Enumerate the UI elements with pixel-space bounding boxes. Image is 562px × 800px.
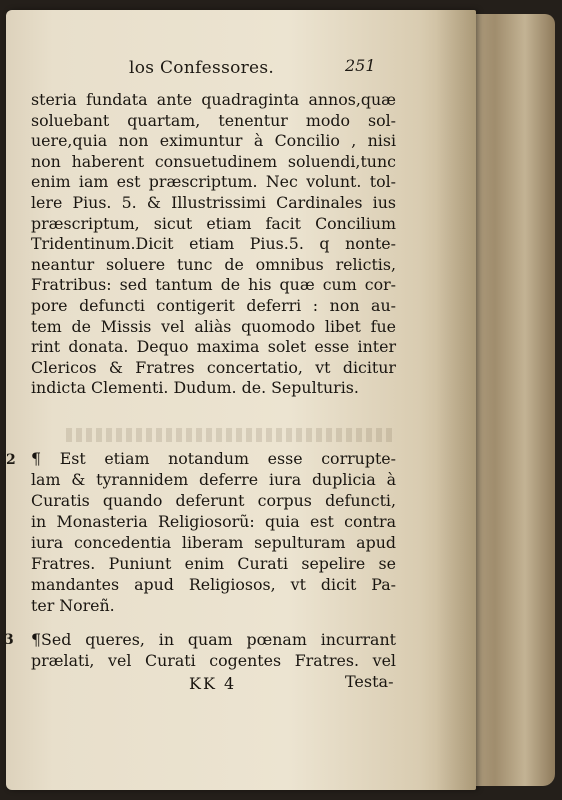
text-line: lere Pius. 5. & Illustrissimi Cardinales ius — [31, 192, 396, 212]
bleed-through-text — [66, 428, 396, 442]
page-number: 251 — [345, 56, 376, 75]
text-line: Tridentinum.Dicit etiam Pius.5. q nonte- — [31, 234, 396, 254]
text-line: indicta Clementi. Dudum. de. Sepulturis. — [31, 378, 359, 398]
book-page — [6, 10, 476, 790]
page-curl-shadow — [436, 10, 476, 790]
page-header — [6, 58, 476, 84]
text-line: præscriptum, sicut etiam facit Concilium — [31, 213, 396, 233]
text-line: pore defuncti contigerit deferri : non au- — [31, 295, 396, 315]
text-line: rint donata. Dequo maxima solet esse inter — [31, 337, 396, 357]
text-line: lam & tyrannidem deferre iura duplicia à — [31, 470, 396, 489]
text-line: soluebant quartam, tenentur modo sol- — [31, 110, 396, 130]
text-line: mandantes apud Religiosos, vt dicit Pa- — [31, 575, 396, 594]
text-line: enim iam est præscriptum. Nec volunt. tol- — [31, 172, 396, 192]
text-line: in Monasteria Religiosorũ: quia est contra — [31, 512, 396, 531]
margin-note-3: 3 — [4, 632, 14, 648]
text-line: tem de Missis vel aliàs quomodo libet fue — [31, 316, 396, 336]
text-line: ¶Sed queres, in quam pœnam incurrant — [31, 630, 396, 649]
margin-note-2: 2 — [6, 452, 16, 468]
signature-mark: KK 4 — [189, 674, 237, 693]
text-line: neantur soluere tunc de omnibus relictis, — [31, 254, 396, 274]
text-line: prælati, vel Curati cogentes Fratres. vel — [31, 651, 396, 670]
paragraph-2 — [31, 448, 396, 616]
running-head: los Confessores. — [129, 58, 275, 78]
text-line: Fratres. Puniunt enim Curati sepelire se — [31, 554, 396, 573]
text-line: ter Noreñ. — [31, 596, 115, 615]
text-line: Curatis quando deferunt corpus defuncti, — [31, 491, 396, 510]
paragraph-1 — [31, 90, 396, 399]
catchword: Testa- — [345, 672, 394, 691]
text-line: ¶ Est etiam notandum esse corrupte- — [31, 449, 396, 468]
text-line: Clericos & Fratres concertatio, vt dicitur — [31, 357, 396, 377]
text-line: steria fundata ante quadraginta annos,quæ — [31, 90, 396, 109]
text-line: Fratribus: sed tantum de his quæ cum cor- — [31, 275, 396, 295]
text-line: iura concedentia liberam sepulturam apud — [31, 533, 396, 552]
text-line: non haberent consuetudinem soluendi,tunc — [31, 151, 396, 171]
paragraph-3 — [31, 629, 396, 671]
text-line: uere,quia non eximuntur à Concilio , nisi — [31, 131, 396, 151]
